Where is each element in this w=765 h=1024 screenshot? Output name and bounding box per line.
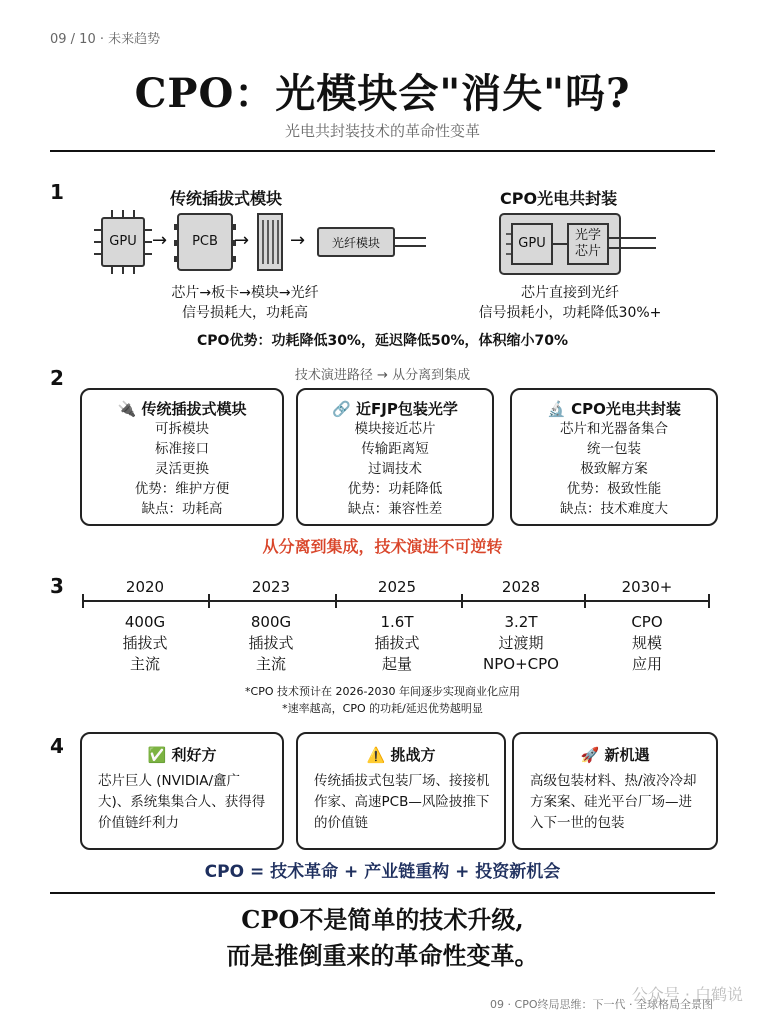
card-line: 过调技术 [368,461,422,477]
evolution-card-traditional [80,388,284,526]
impact-card-challenged [296,732,506,850]
traditional-desc-line2: 信号损耗大，功耗高 [182,305,308,321]
evolution-card-npo [296,388,494,526]
card-line: 模块接近芯片 [354,421,436,437]
pcb-label: PCB [192,234,218,249]
cpo-title: CPO光电共封装 [500,189,618,208]
card-line: 缺点：技术难度大 [560,501,668,517]
card-body: 传统插拔式包装厂场、接接机作家、高速PCB—风险披推下的价值链 [314,773,490,831]
fiber-module-label: 光纤模块 [331,236,380,250]
timeline-desc [466,612,576,675]
timeline-line: 1.6T [380,613,414,631]
impact-card-opportunity [512,732,718,850]
timeline-desc [592,612,702,675]
section-number: 2 [50,366,64,390]
card-line: 优势：维护方便 [134,481,230,497]
section-number: 1 [50,180,64,204]
traditional-module-title: 传统插拔式模块 [170,189,283,208]
optical-chip-label-line1: 光学 [574,228,601,243]
card-title-text: 利好方 [171,746,217,764]
plug-icon: 🔌 [117,400,137,418]
timeline-note: *CPO 技术预计在 2026-2030 年间逐步实现商业化应用 [245,685,520,698]
link-icon: 🔗 [332,400,351,418]
gpu-label: GPU [518,236,546,251]
page-subtitle: 光电共封装技术的革命性变革 [284,122,480,140]
card-title [82,398,282,419]
card-line: 芯片和光器备集合 [560,421,668,437]
card-title [298,744,504,765]
card-line: 传输距离短 [361,441,429,457]
evolution-card-cpo [510,388,718,526]
timeline-tick [584,594,586,608]
timeline-tick [708,594,710,608]
arrow-right-icon: → [152,230,168,251]
warning-icon: ⚠️ [366,746,386,764]
timeline-desc [90,612,200,675]
timeline-line: 主流 [255,655,286,673]
timeline-line: 插拔式 [248,634,294,652]
divider [50,892,715,894]
card-line: 缺点：功耗高 [141,501,223,517]
final-conclusion [0,902,765,974]
timeline-line: 规模 [631,634,662,652]
card-line: 标准接口 [155,441,209,457]
timeline-year: 2023 [251,578,291,596]
timeline-line: 400G [124,613,166,631]
timeline-line: 插拔式 [122,634,168,652]
timeline-line: 插拔式 [374,634,420,652]
card-line: 可拆模块 [155,421,209,437]
card-line: 统一包装 [587,441,641,457]
card-line: 极致解方案 [580,461,648,477]
cpo-desc [440,283,700,323]
timeline-tick [208,594,210,608]
cpo-advantage: CPO优势：功耗降低30%，延迟降低50%，体积缩小70% [197,333,568,349]
timeline-line: 3.2T [504,613,538,631]
card-body: 高级包装材料、热/液冷冷却方案案、硅光平台厂场—进入下一世的包装 [530,773,697,831]
check-icon: ✅ [147,746,167,764]
impact-card-beneficiaries [80,732,284,850]
cpo-desc-line2: 信号损耗小，功耗降低30%+ [478,305,662,321]
cpo-equation: CPO = 技术革命 + 产业链重构 + 投资新机会 [204,862,561,882]
gpu-label: GPU [109,234,137,249]
timeline-line: 主流 [129,655,160,673]
section-number: 3 [50,574,64,598]
timeline-line: 应用 [631,655,662,673]
timeline-tick [461,594,463,608]
watermark: 公众号 · 白鹤说 [631,985,743,1004]
timeline-year: 2020 [125,578,165,596]
page-title: CPO：光模块会"消失"吗? [134,70,631,117]
timeline-tick [82,594,84,608]
conclusion-line2: 而是推倒重来的革命性变革。 [226,941,539,970]
timeline-desc [342,612,452,675]
section-number: 4 [50,734,64,758]
arrow-right-icon: → [234,230,250,251]
card-body: 芯片巨人 (NVIDIA/盫广大)、系统集集合人、获得得价值链纤利力 [98,773,266,831]
traditional-desc [120,283,370,323]
timeline-year: 2030+ [621,578,673,596]
evolution-conclusion: 从分离到集成，技术演进不可逆转 [262,537,503,556]
timeline-line: CPO [631,613,663,631]
cpo-desc-line1: 芯片直接到光纤 [521,285,619,301]
optical-chip-label [568,228,608,260]
evolution-path-label: 技术演进路径 → 从分离到集成 [294,368,471,383]
card-line: 优势：功耗降低 [347,481,443,497]
card-title-text: 挑战方 [390,746,436,764]
card-line: 优势：极致性能 [566,481,662,497]
card-title-text: 新机遇 [604,746,650,764]
page-number: 09 / 10 · 未来趋势 [50,32,161,47]
optical-chip-label-line2: 芯片 [574,244,601,259]
timeline-line: 800G [250,613,292,631]
timeline-line: 起量 [381,655,412,673]
card-title-text: 近FJP包装光学 [356,400,458,418]
rocket-icon: 🚀 [580,746,600,764]
arrow-right-icon: → [290,230,306,251]
traditional-desc-line1: 芯片→板卡→模块→光纤 [171,285,319,301]
card-title [512,398,716,419]
card-title-text: 传统插拔式模块 [141,400,247,418]
module-icon [258,214,282,270]
timeline-line: 过渡期 [498,634,544,652]
timeline-desc [216,612,326,675]
timeline-year: 2025 [377,578,417,596]
card-line: 灵活更换 [155,461,209,477]
card-line: 缺点：兼容性差 [347,501,443,517]
timeline-year: 2028 [501,578,541,596]
card-title [514,744,716,765]
card-title-text: CPO光电共封装 [571,400,681,418]
timeline-note: *速率越高，CPO 的功耗/延迟优势越明显 [282,702,483,715]
timeline-tick [335,594,337,608]
timeline-line: NPO+CPO [483,655,559,673]
page-footer: 09 · CPO终局思维：下一代 · 全球格局全景图 [490,998,713,1011]
card-title [82,744,282,765]
microscope-icon: 🔬 [547,400,566,418]
divider [50,150,715,152]
conclusion-line1: CPO不是简单的技术升级, [241,905,524,934]
card-title [298,398,492,419]
timeline-axis [82,600,710,602]
